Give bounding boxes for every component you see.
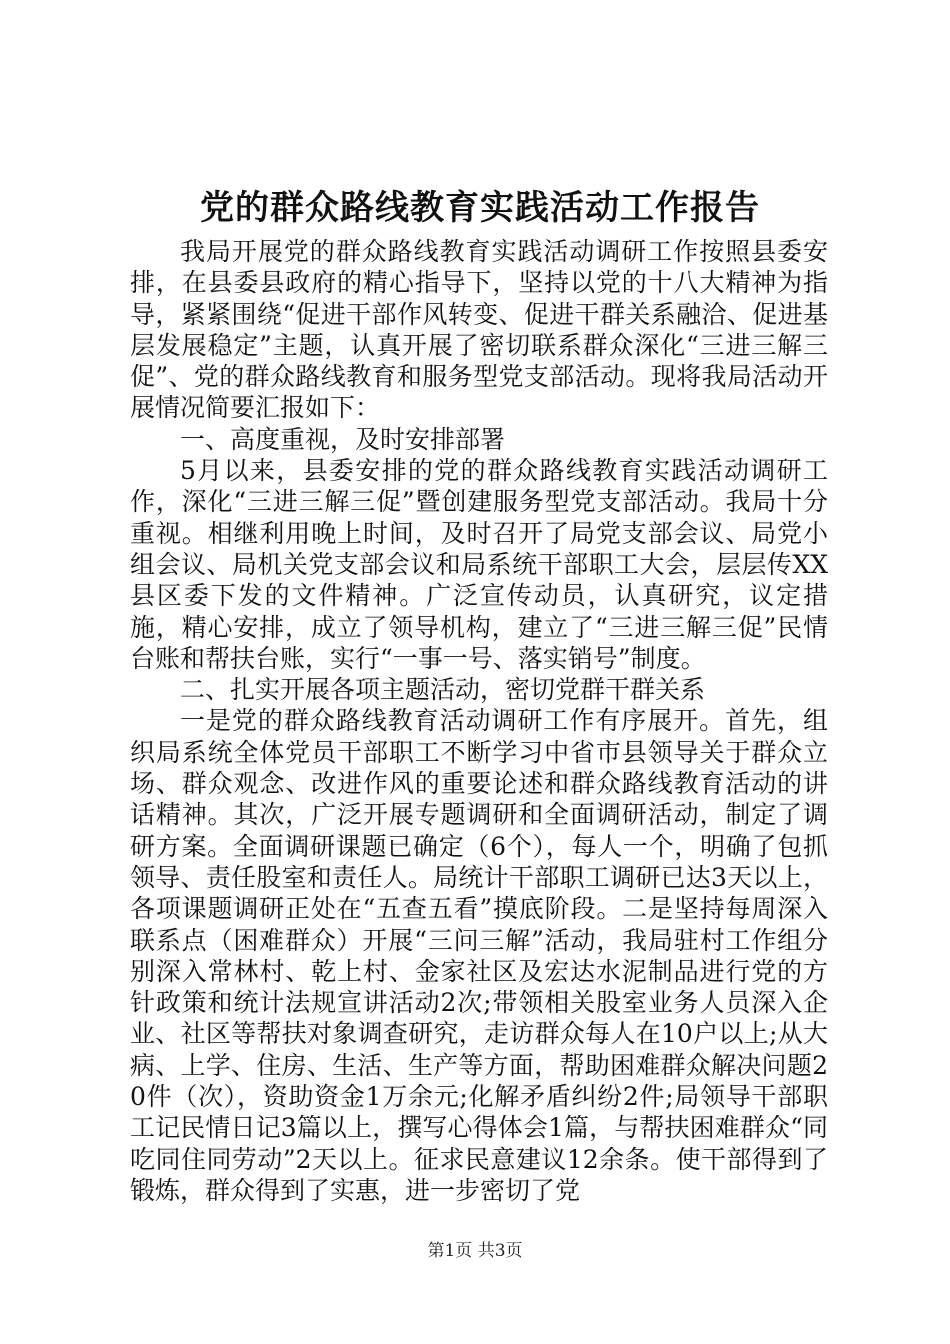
section-heading-2: 二、扎实开展各项主题活动，密切党群干群关系 [180,675,706,705]
intro-paragraph: 我局开展党的群众路线教育实践活动调研工作按照县委安排，在县委县政府的精心指导下，坚持以党的十八大精神为指导，紧紧围绕“促进干部作风转变、促进干群关系融洽、促进基层发展稳定”主题，认真开展了密切联系群众深化“三进三解三促”、党的群众路线教育和服务型党支部活动。现将我局活动开展情况简要汇报如下： [130,237,828,423]
section-1-paragraph: 5月以来，县委安排的党的群众路线教育实践活动调研工作，深化“三进三解三促”暨创建服务型党支部活动。我局十分重视。相继利用晚上时间，及时召开了局党支部会议、局党小组会议、局机关党支部会议和局系统干部职工大会，层层传XX县区委下发的文件精神。广泛宣传动员，认真研究，议定措施，精心安排，成立了领导机构，建立了“三进三解三促”民情台账和帮扶台账，实行“一事一号、落实销号”制度。 [130,456,828,673]
section-2-paragraph: 一是党的群众路线教育活动调研工作有序展开。首先，组织局系统全体党员干部职工不断学习中省市县领导关于群众立场、群众观念、改进作风的重要论述和群众路线教育活动的讲话精神。其次，广泛开展专题调研和全面调研活动，制定了调研方案。全面调研课题已确定（6个），每人一个，明确了包抓领导、责任股室和责任人。局统计干部职工调研已达3天以上，各项课题调研正处在“五查五看”摸底阶段。二是坚持每周深入联系点（困难群众）开展“三问三解”活动，我局驻村工作组分别深入常林村、乾上村、金家社区及宏达水泥制品进行党的方针政策和统计法规宣讲活动2次;带领相关股室业务人员深入企业、社区等帮扶对象调查研究，走访群众每人在10户以上;从大病、上学、住房、生活、生产等方面，帮助困难群众解决问题20件（次），资助资金1万余元;化解矛盾纠纷2件;局领导干部职工记民情日记3篇以上，撰写心得体会1篇，与帮扶困难群众“同吃同住同劳动”2天以上。征求民意建议12余条。使干部得到了锻炼，群众得到了实惠，进一步密切了党 [130,706,828,1205]
document-title: 党的群众路线教育实践活动工作报告 [200,188,760,228]
page-number-footer: 第1页 共3页 [427,1241,523,1261]
section-heading-1: 一、高度重视，及时安排部署 [180,424,506,454]
document-body [130,236,828,1206]
